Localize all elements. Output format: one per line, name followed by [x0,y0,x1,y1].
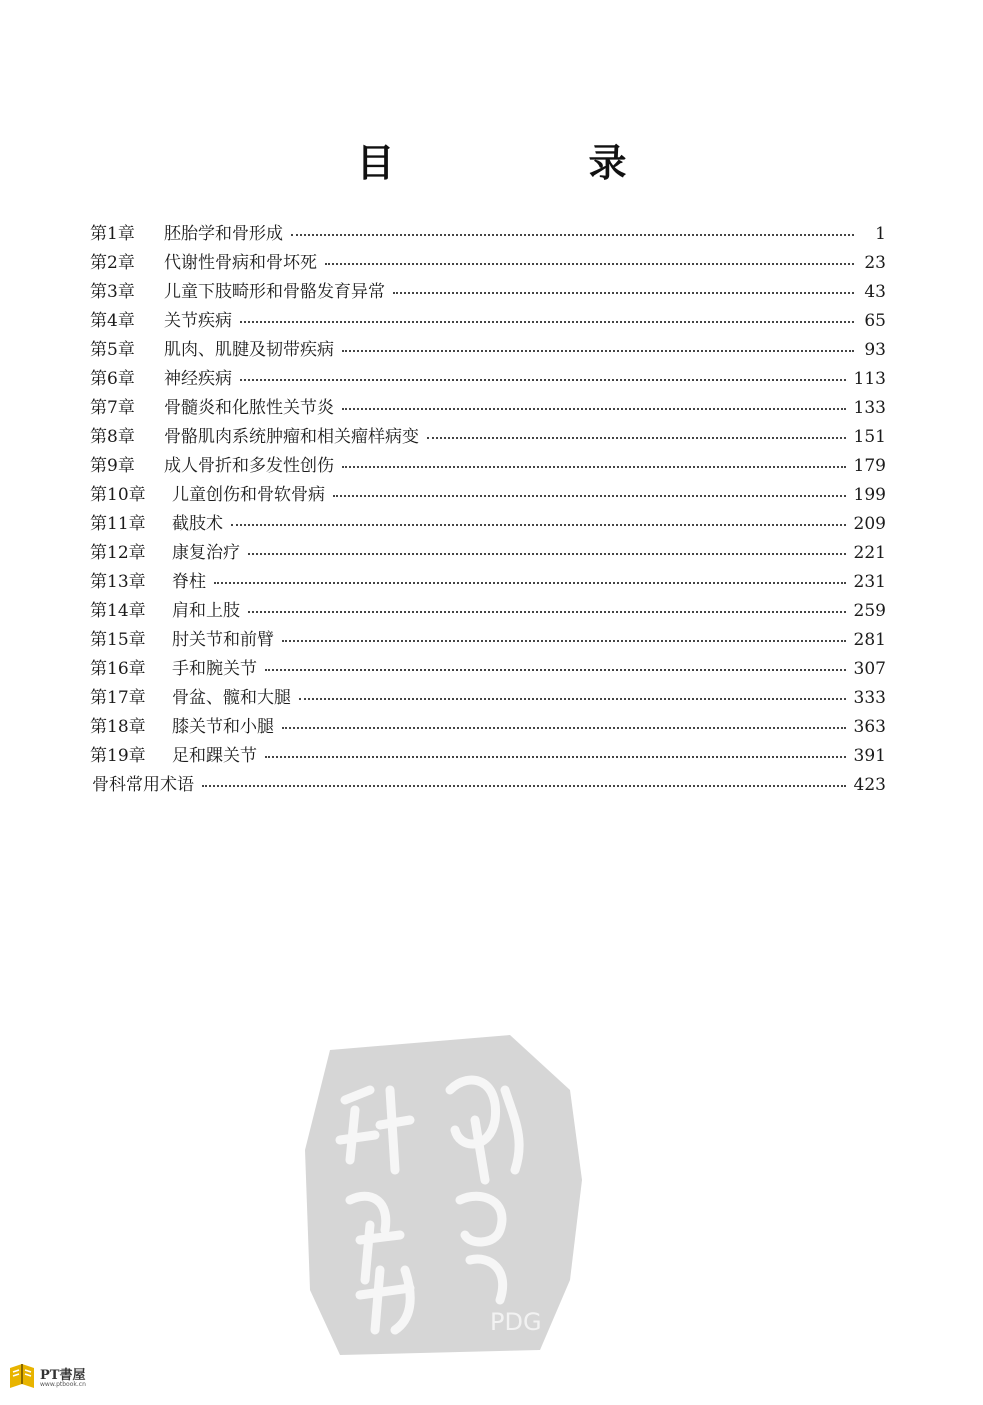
dot-leader [265,755,846,758]
logo-text: PT書屋 [40,1368,86,1383]
page-number: 391 [853,746,886,766]
chapter-number: 第1章 [90,224,135,244]
toc-entry[interactable] [90,481,886,510]
toc-entry[interactable] [90,597,886,626]
chapter-title: 儿童创伤和骨软骨病 [172,485,325,505]
chapter-title: 胚胎学和骨形成 [164,224,283,244]
page-number: 307 [853,659,886,679]
chapter-title: 肩和上肢 [172,601,240,621]
dot-leader [202,784,846,787]
toc-entry[interactable] [90,394,886,423]
chapter-title: 截肢术 [172,514,223,534]
seal-label: PDG [490,1308,542,1336]
dot-leader [342,349,854,352]
chapter-title: 肌肉、肌腱及韧带疾病 [164,340,334,360]
dot-leader [299,697,846,700]
toc-entry[interactable] [90,771,886,800]
toc-entry[interactable] [90,713,886,742]
chapter-number: 第12章 [90,543,146,563]
page-number: 281 [853,630,886,650]
dot-leader [282,639,846,642]
dot-leader [214,581,846,584]
toc-entry[interactable] [90,423,886,452]
dot-leader [265,668,846,671]
dot-leader [427,436,846,439]
chapter-title: 脊柱 [172,572,206,592]
chapter-number: 第14章 [90,601,146,621]
dot-leader [291,233,854,236]
chapter-number: 第4章 [90,311,135,331]
toc-entry[interactable] [90,336,886,365]
chapter-title: 骨骼肌肉系统肿瘤和相关瘤样病变 [164,427,419,447]
dot-leader [248,610,846,613]
page-number: 333 [853,688,886,708]
chapter-number: 第15章 [90,630,146,650]
chapter-title: 代谢性骨病和骨坏死 [164,253,317,273]
chapter-title: 足和踝关节 [172,746,257,766]
toc-entry[interactable] [90,307,886,336]
page-number: 113 [853,369,886,389]
chapter-number: 第8章 [90,427,135,447]
chapter-number: 第10章 [90,485,146,505]
page-number: 133 [853,398,886,418]
page-number: 23 [864,253,886,273]
chapter-title: 骨髓炎和化脓性关节炎 [164,398,334,418]
chapter-title: 骨盆、髋和大腿 [172,688,291,708]
page-number: 423 [853,775,886,795]
dot-leader [325,262,854,265]
page-number: 179 [853,456,886,476]
dot-leader [342,465,846,468]
page-number: 43 [864,282,886,302]
chapter-title: 康复治疗 [172,543,240,563]
chapter-title: 神经疾病 [164,369,232,389]
toc-entry[interactable] [90,742,886,771]
page-number: 1 [875,224,886,244]
page-number: 199 [853,485,886,505]
toc-entry[interactable] [90,278,886,307]
page-number: 151 [853,427,886,447]
page-number: 209 [853,514,886,534]
chapter-number: 第17章 [90,688,146,708]
table-of-contents [90,220,886,800]
dot-leader [342,407,846,410]
toc-entry[interactable] [90,220,886,249]
chapter-number: 第11章 [90,514,146,534]
chapter-number: 第7章 [90,398,135,418]
chapter-title: 手和腕关节 [172,659,257,679]
dot-leader [240,378,846,381]
toc-entry[interactable] [90,684,886,713]
chapter-title: 肘关节和前臂 [172,630,274,650]
toc-entry[interactable] [90,568,886,597]
chapter-number: 第13章 [90,572,146,592]
dot-leader [333,494,846,497]
dot-leader [231,523,846,526]
toc-entry[interactable] [90,452,886,481]
chapter-title: 成人骨折和多发性创伤 [164,456,334,476]
chapter-title: 骨科常用术语 [92,775,194,795]
toc-entry[interactable] [90,655,886,684]
toc-entry[interactable] [90,249,886,278]
dot-leader [393,291,854,294]
dot-leader [282,726,846,729]
chapter-title: 关节疾病 [164,311,232,331]
chapter-number: 第2章 [90,253,135,273]
page-number: 221 [853,543,886,563]
chapter-number: 第9章 [90,456,135,476]
chapter-number: 第16章 [90,659,146,679]
toc-entry[interactable] [90,539,886,568]
seal-stamp-icon [300,1030,586,1360]
page-number: 259 [853,601,886,621]
logo-url: www.ptbook.cn [40,1381,86,1388]
page-title: 目 录 [356,141,705,185]
toc-entry[interactable] [90,510,886,539]
book-icon [8,1362,36,1392]
page-number: 363 [853,717,886,737]
dot-leader [240,320,854,323]
chapter-title: 膝关节和小腿 [172,717,274,737]
page-number: 231 [853,572,886,592]
page-number: 93 [864,340,886,360]
chapter-number: 第5章 [90,340,135,360]
chapter-title: 儿童下肢畸形和骨骼发育异常 [164,282,385,302]
chapter-number: 第18章 [90,717,146,737]
chapter-number: 第6章 [90,369,135,389]
toc-entry[interactable] [90,365,886,394]
chapter-number: 第19章 [90,746,146,766]
toc-entry[interactable] [90,626,886,655]
footer-logo [8,1360,118,1396]
page-number: 65 [864,311,886,331]
dot-leader [248,552,846,555]
chapter-number: 第3章 [90,282,135,302]
